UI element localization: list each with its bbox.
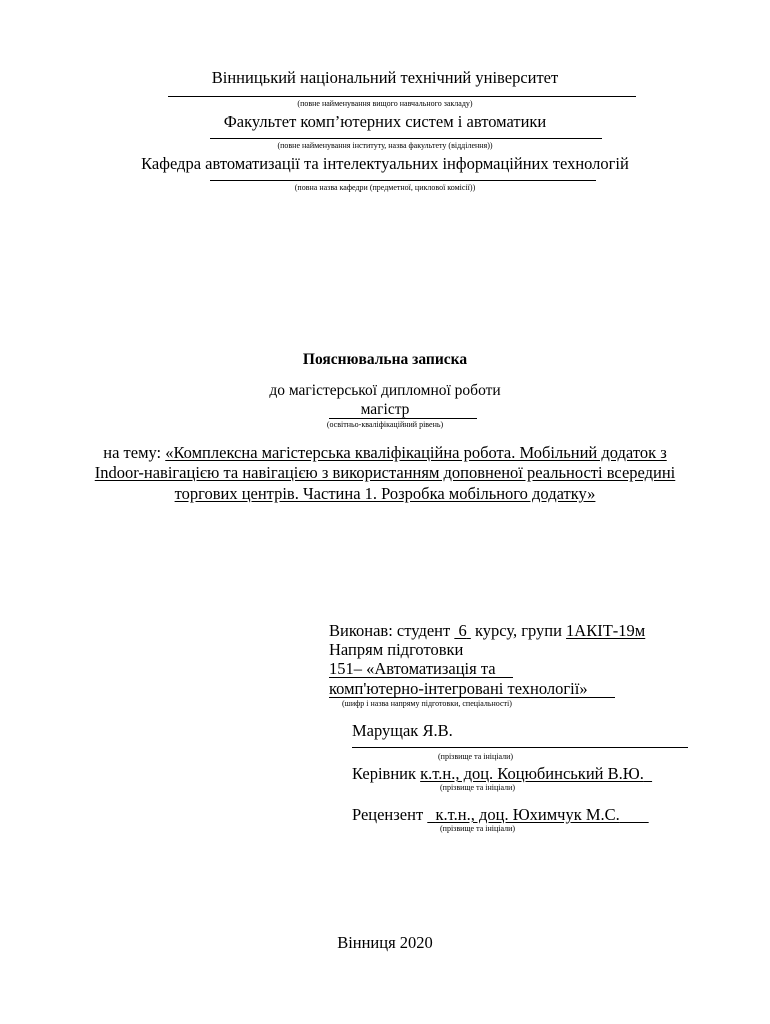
direction-label: Напрям підготовки [329,640,464,659]
topic-line-3: торгових центрів. Частина 1. Розробка мобільного додатку» [174,484,596,503]
course-suffix: курсу, групи [470,621,567,640]
university-underline [168,96,636,97]
department-underline [210,180,596,181]
university-name: Вінницький національний технічний університет [211,68,559,87]
specialty-underline-2 [329,697,615,698]
supervisor-label: Керівник [352,764,421,783]
topic-line-1 [0,443,770,463]
city-year: Вінниця 2020 [337,933,433,952]
topic-prefix: на тему: [103,443,166,462]
faculty-underline [210,138,602,139]
supervisor-caption: (прізвище та ініціали) [440,783,516,792]
supervisor-line [352,764,652,784]
specialty-caption: (шифр і назва напряму підготовки, спеціальності) [342,699,512,708]
level-underline [329,418,477,419]
department-name: Кафедра автоматизації та інтелектуальних інформаційних технологій [141,154,629,173]
specialty-line-2: комп'ютерно-інтегровані технології» [329,679,588,698]
supervisor-name: к.т.н., доц. Коцюбинський В.Ю. [420,764,644,783]
specialty-underline-1 [329,677,513,678]
faculty-caption: (повне найменування інституту, назва факультету (відділення)) [277,141,493,150]
course-number: 6 [458,621,467,640]
student-underline [352,747,688,748]
level-caption: (освітньо-кваліфікаційний рівень) [326,420,444,429]
qualification-level: магістр [360,401,410,418]
faculty-name: Факультет комп’ютерних систем і автоматики [223,112,547,131]
reviewer-label: Рецензент [352,805,428,824]
reviewer-line [352,805,649,825]
topic-line-2: Indoor-навігацією та навігацією з використанням доповненої реальності всередині [94,463,676,482]
department-caption: (повна назва кафедри (предметної, циклової комісії)) [294,183,476,192]
done-by-prefix: Виконав: студент [329,621,455,640]
university-caption: (повне найменування вищого навчального закладу) [297,99,473,108]
topic-text-1: «Комплексна магістерська кваліфікаційна робота. Мобільний додаток з [165,443,667,462]
student-caption: (прізвище та ініціали) [438,752,514,761]
student-name: Марущак Я.В. [352,721,453,740]
reviewer-name: к.т.н., доц. Юхимчук М.С. [435,805,620,824]
document-subheading: до магістерської дипломної роботи [269,382,501,399]
performer-line [329,621,645,641]
reviewer-caption: (прізвище та ініціали) [440,824,516,833]
specialty-line-1: 151– «Автоматизація та [329,659,496,678]
group-code: 1АКІТ-19м [566,621,646,640]
document-heading: Пояснювальна записка [302,351,468,368]
